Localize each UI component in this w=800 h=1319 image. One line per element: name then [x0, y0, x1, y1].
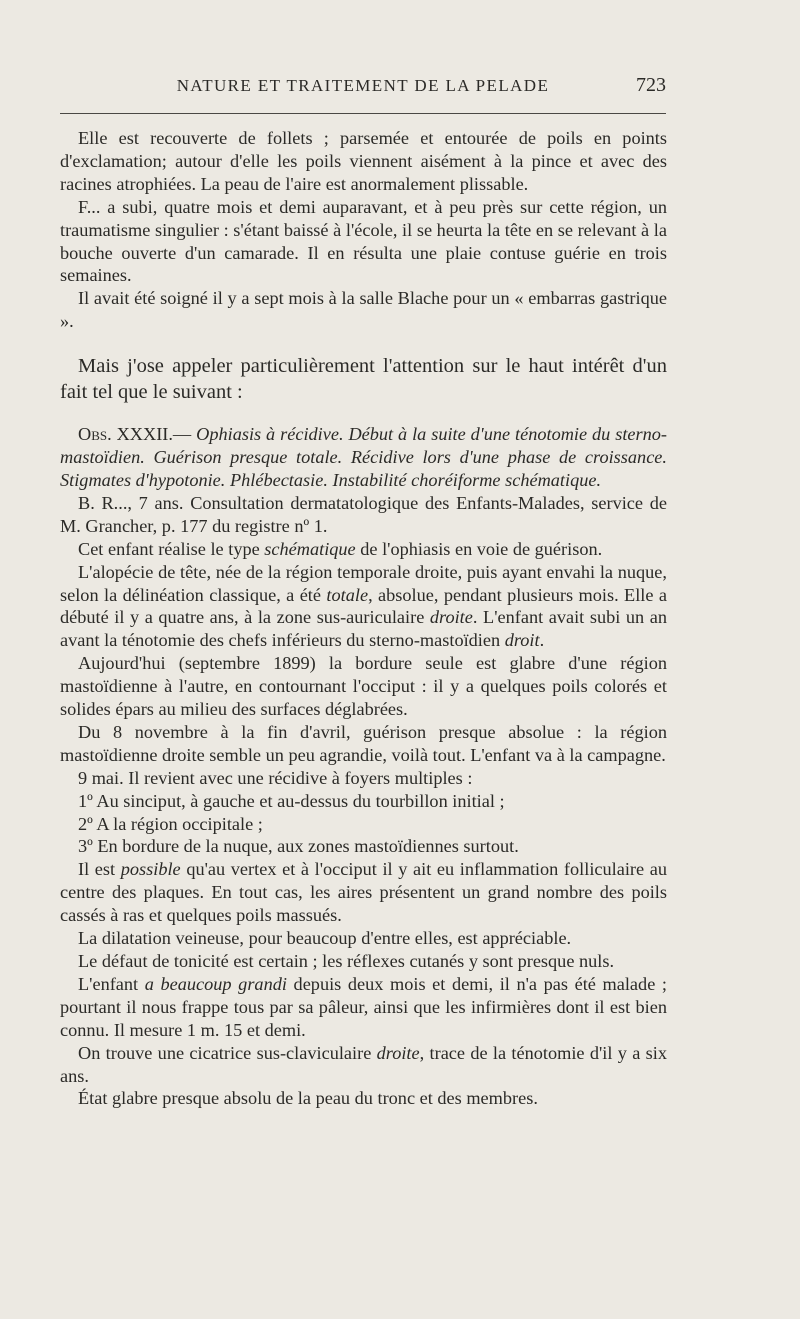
list-item: 3º En bordure de la nuque, aux zones mastoïdiennes surtout. [78, 836, 519, 857]
emphasis: droit [504, 630, 540, 651]
text-run: Il est [78, 859, 116, 880]
body-text [60, 127, 667, 1110]
emphasis: totale [326, 584, 369, 605]
lead-paragraph: Mais j'ose appeler particulièrement l'attention sur le haut intérêt d'un fait tel que le suivant : [60, 355, 667, 404]
header-rule [60, 113, 666, 114]
page-number: 723 [636, 74, 666, 96]
list-item: 1º Au sinciput, à gauche et au-dessus du tourbillon initial ; [78, 790, 505, 811]
emphasis: droite [429, 607, 473, 628]
list-item: 2º A la région occipitale ; [78, 813, 263, 834]
text-run: L'enfant [78, 973, 139, 994]
paragraph [60, 858, 667, 927]
paragraph: La dilatation veineuse, pour beaucoup d'entre elles, est appréciable. [78, 928, 572, 949]
paragraph [60, 561, 667, 653]
emphasis: schématique [264, 538, 356, 559]
paragraph: B. R..., 7 ans. Consultation dermatatologique des Enfants-Malades, service de M. Grancher, p. 177 du registre nº 1. [60, 492, 667, 536]
paragraph: Du 8 novembre à la fin d'avril, guérison presque absolue : la région mastoïdienne droite semble un peu agrandie, voilà tout. L'enfant va à la campagne. [60, 721, 667, 765]
paragraph: Il avait été soigné il y a sept mois à la salle Blache pour un « embarras gastrique ». [60, 288, 667, 332]
text-run: On trouve une cicatrice sus-claviculaire [78, 1042, 372, 1063]
text-run: , trace de la ténotomie d'il y a six ans. [60, 1042, 667, 1086]
observation-heading [60, 423, 667, 492]
observation-title: Ophiasis à récidive. Début à la suite d'une ténotomie du sterno-mastoïdien. Guérison presque totale. Récidive lors d'une phase de croissance. Stigmates d'hypotonie. Phlébectasie. Instabilité choréiforme schématique. [60, 424, 667, 490]
text-run: , absolue, pendant plusieurs mois. Elle a débuté il y a quatre ans, à la zone sus-auriculaire [60, 584, 668, 628]
text-run: L'alopécie de tête, née de la région temporale droite, puis ayant envahi la nuque, selon la délinéation classique, a été [60, 561, 667, 605]
paragraph [60, 538, 667, 561]
text-run: qu'au vertex et à l'occiput il y ait eu inflammation folliculaire au centre des plaques. En tout cas, les aires présentent un grand nombre des poils cassés à ras et quelques poils massués. [60, 859, 668, 926]
paragraph [60, 973, 667, 1042]
paragraph [60, 1042, 667, 1088]
paragraph: Le défaut de tonicité est certain ; les réflexes cutanés y sont presque nuls. [78, 951, 615, 971]
text-run: de l'ophiasis en voie de guérison. [360, 538, 603, 559]
running-header [60, 74, 666, 100]
paragraph: Aujourd'hui (septembre 1899) la bordure seule est glabre d'une région mastoïdienne à l'autre, en contournant l'occiput : il y a quelques poils colorés et solides épars au milieu des surfaces déglabrées. [60, 653, 667, 720]
text-run: . L'enfant avait subi un an avant la ténotomie des chefs inférieurs du sterno-mastoïdien [60, 607, 667, 651]
paragraph: F... a subi, quatre mois et demi auparavant, et à peu près sur cette région, un traumatisme singulier : s'étant baissé à l'école, il se heurta la tête en se relevant à la bouche ouverte d'un camarade. Il en résulta une plaie contuse guérie en trois semaines. [60, 196, 667, 286]
text-run: depuis deux mois et demi, il n'a pas été malade ; pourtant il nous frappe tous par sa pâleur, ainsi que les infirmières dont il est bien connu. Il mesure 1 m. 15 et demi. [60, 973, 667, 1040]
paragraph: 9 mai. Il revient avec une récidive à foyers multiples : [78, 767, 473, 788]
paragraph: État glabre presque absolu de la peau du tronc et des membres. [78, 1088, 538, 1109]
text-run: . [539, 630, 545, 651]
emphasis: possible [120, 859, 181, 880]
paragraph: Elle est recouverte de follets ; parsemée et entourée de poils en points d'exclamation; autour d'elle les poils viennent aisément à la pince et avec des racines atrophiées. La peau de l'aire est anormalement plissable. [60, 128, 667, 194]
emphasis: a beaucoup grandi [144, 973, 287, 994]
observation-label: Obs. XXXII.— [78, 424, 192, 445]
emphasis: droite [376, 1042, 420, 1063]
text-run: Cet enfant réalise le type [78, 538, 260, 559]
running-title: NATURE ET TRAITEMENT DE LA PELADE [176, 76, 550, 95]
